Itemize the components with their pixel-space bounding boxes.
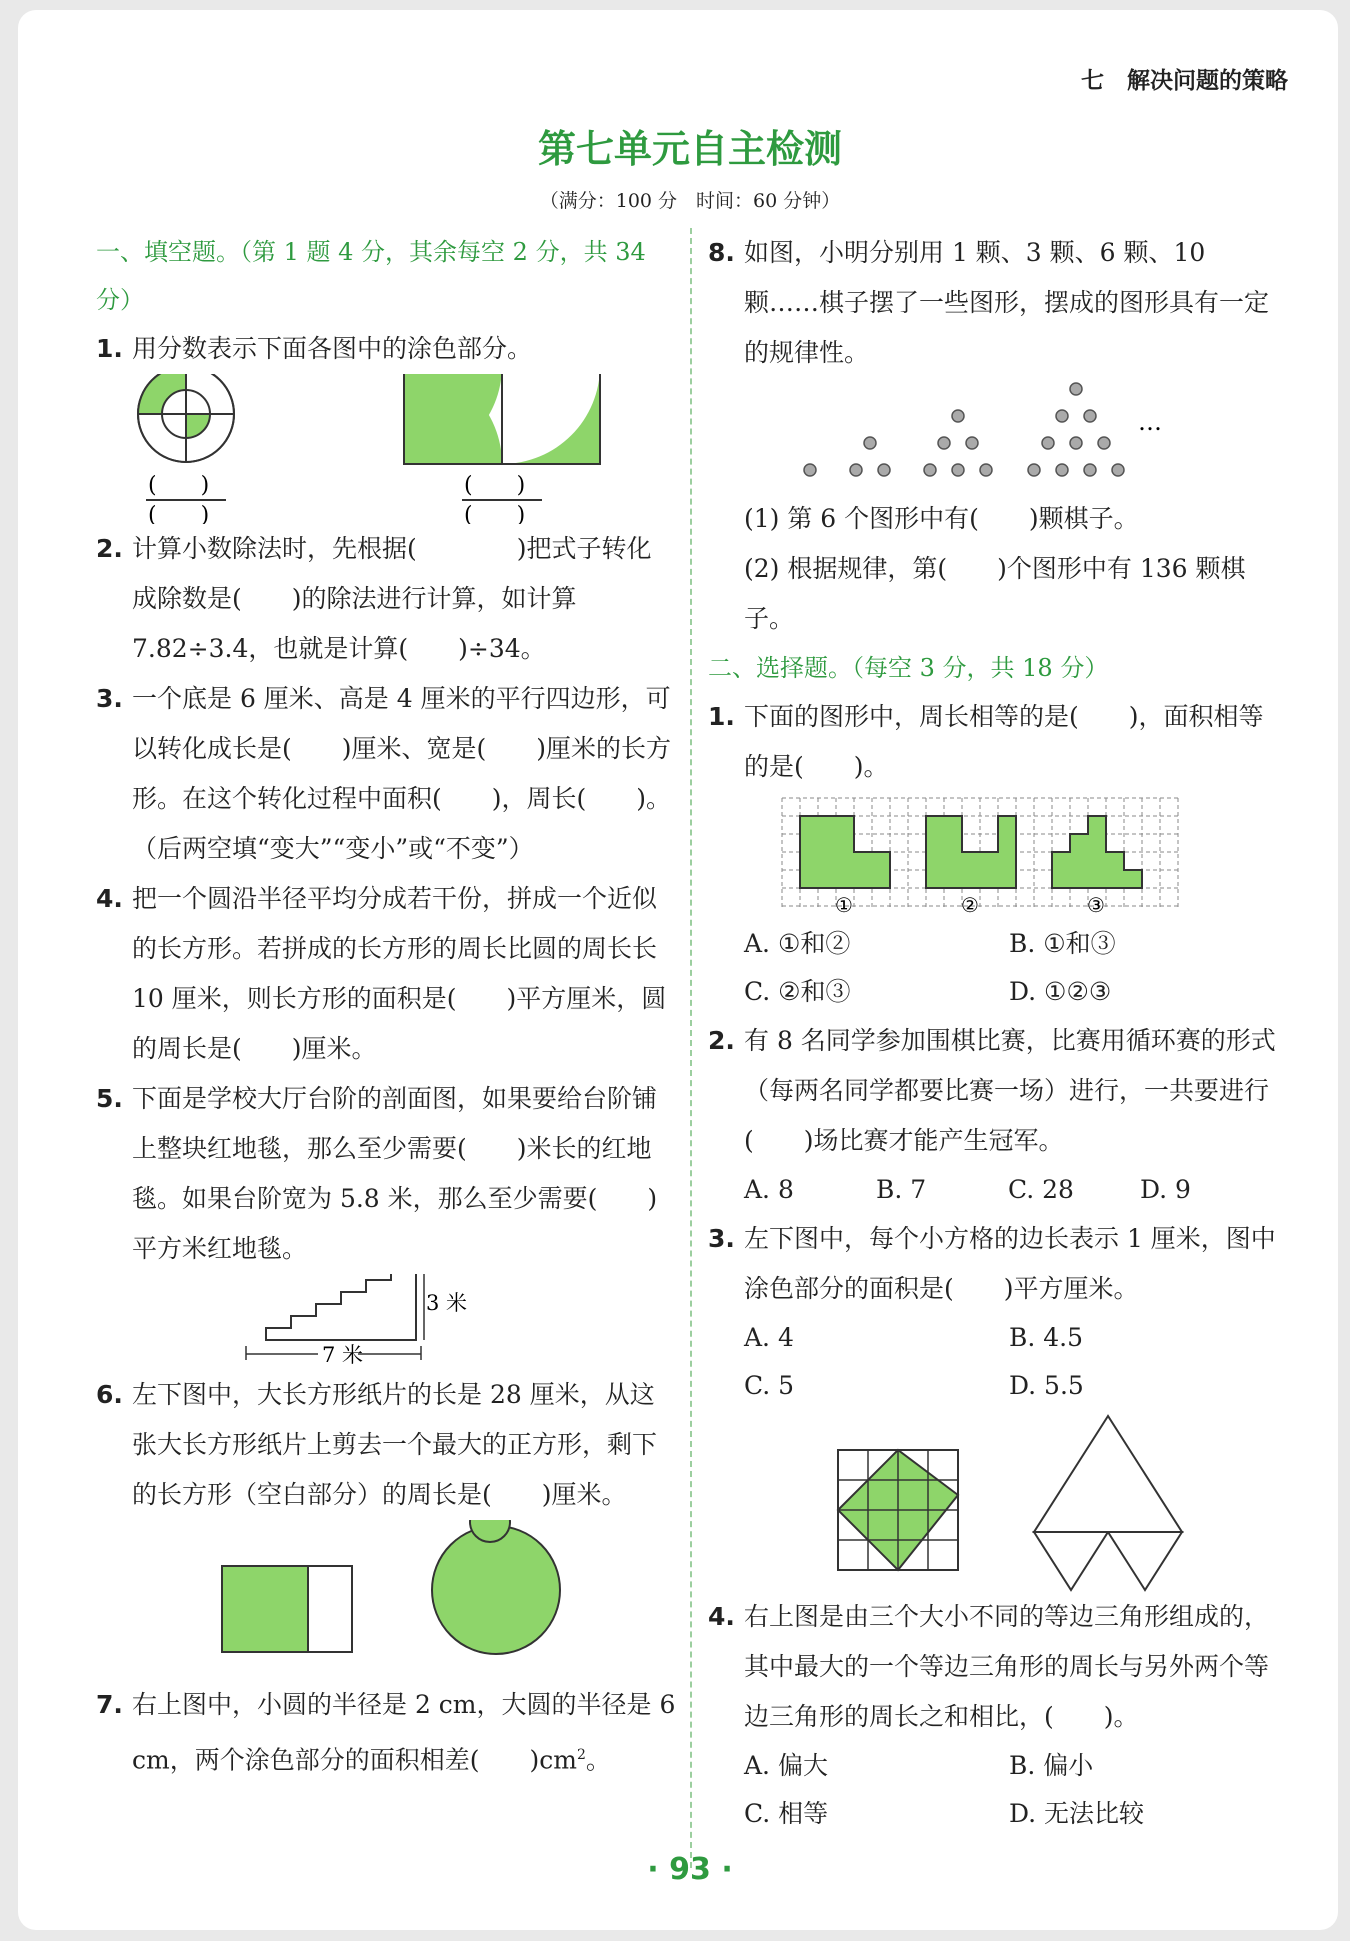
choice-4 (708, 1592, 1288, 1742)
option-d[interactable]: D. 无法比较 (1009, 1799, 1145, 1828)
option-b[interactable]: B. 7 (876, 1175, 927, 1204)
c3-c4-figures (708, 1410, 1288, 1592)
question-number: 8. (708, 238, 735, 267)
c3-grid-figure (838, 1450, 958, 1570)
pattern-ellipsis: … (1138, 408, 1162, 436)
shape-label-1: ① (835, 893, 853, 917)
question-text: 右上图中，小圆的半径是 2 cm，大圆的半径是 6 cm，两个涂色部分的面积相差( )cm (132, 1690, 676, 1775)
question-text: 计算小数除法时，先根据( )把式子转化成除数是( )的除法进行计算，如计算 7.82÷3.4，也就是计算( )÷34。 (132, 534, 652, 663)
question-3 (96, 674, 676, 874)
choice-1 (708, 692, 1288, 792)
big-circle (432, 1526, 560, 1654)
option-b[interactable]: B. 4.5 (1009, 1323, 1084, 1352)
q1-rect-figure (404, 374, 600, 464)
c1-options (708, 920, 1288, 1016)
shape-1 (800, 816, 890, 888)
page-title: 第七单元自主检测 (537, 127, 842, 171)
question-number: 3. (708, 1224, 735, 1253)
question-text: 把一个圆沿半径平均分成若干份，拼成一个近似的长方形。若拼成的长方形的周长比圆的周长长 10 厘米，则长方形的面积是( )平方厘米，圆的周长是( )厘米。 (132, 884, 667, 1063)
column-divider (690, 228, 692, 1868)
question-8 (708, 228, 1288, 378)
shape-label-3: ③ (1087, 893, 1105, 917)
question-7 (96, 1680, 676, 1785)
question-text: 左下图中，大长方形纸片的长是 28 厘米，从这张大长方形纸片上剪去一个最大的正方形，剩下的长方形（空白部分）的周长是( )厘米。 (132, 1380, 658, 1509)
q1-blank-2-bottom: ( ) (464, 503, 526, 524)
section-multiple-choice: 二、选择题。（每空 3 分，共 18 分） (708, 654, 1109, 682)
option-c[interactable]: C. ②和③ (744, 977, 851, 1006)
question-text: 右上图是由三个大小不同的等边三角形组成的，其中最大的一个等边三角形的周长与另外两个等边三角形的周长之和相比，( )。 (744, 1602, 1270, 1731)
q6-q7-figures (96, 1520, 676, 1680)
option-b[interactable]: B. 偏小 (1009, 1751, 1094, 1780)
page-number: · 93 · (647, 1852, 733, 1887)
question-number: 5. (96, 1084, 123, 1113)
question-text: 用分数表示下面各图中的涂色部分。 (132, 334, 533, 363)
question-text: 下面是学校大厅台阶的剖面图，如果要给台阶铺上整块红地毯，那么至少需要( )米长的红地毯。如果台阶宽为 5.8 米，那么至少需要( )平方米红地毯。 (132, 1084, 658, 1263)
chapter-header: 七 解决问题的策略 (1081, 68, 1288, 94)
question-number: 4. (708, 1602, 735, 1631)
page-subtitle: （满分：100 分 时间：60 分钟） (539, 190, 841, 212)
q1-blank-2-top: ( ) (464, 473, 526, 498)
question-2 (96, 524, 676, 674)
question-1 (96, 324, 676, 374)
question-6 (96, 1370, 676, 1520)
question-number: 3. (96, 684, 123, 713)
left-column (96, 228, 676, 1785)
option-a[interactable]: A. 8 (744, 1175, 794, 1204)
stairs-width-label: 7 米 (322, 1343, 364, 1367)
right-column (708, 228, 1288, 1838)
question-text: 一个底是 6 厘米、高是 4 厘米的平行四边形，可以转化成长是( )厘米、宽是( )厘米的长方形。在这个转化过程中面积( )，周长( )。（后两空填“变大”“变小”或“不变”） (132, 684, 672, 863)
remaining-rect (308, 1566, 352, 1652)
q8-part-2: (2) 根据规律，第( )个图形中有 136 颗棋子。 (744, 554, 1246, 633)
dot-patterns (804, 383, 1124, 476)
c2-options (708, 1166, 1288, 1214)
question-number: 1. (96, 334, 123, 363)
question-4 (96, 874, 676, 1074)
option-d[interactable]: D. 9 (1140, 1175, 1191, 1204)
question-number: 4. (96, 884, 123, 913)
question-number: 1. (708, 702, 735, 731)
c3-options (708, 1314, 1288, 1410)
c4-triangle-figure (1034, 1416, 1182, 1590)
option-c[interactable]: C. 5 (744, 1371, 795, 1400)
question-5 (96, 1074, 676, 1274)
q8-dot-pattern-figure (708, 378, 1288, 494)
c1-grid-figure (708, 792, 1288, 920)
question-number: 2. (96, 534, 123, 563)
shape-2 (926, 816, 1016, 888)
option-c[interactable]: C. 28 (1008, 1175, 1074, 1204)
q8-part-1: (1) 第 6 个图形中有( )颗棋子。 (744, 504, 1139, 533)
question-text: 左下图中，每个小方格的边长表示 1 厘米，图中涂色部分的面积是( )平方厘米。 (744, 1224, 1276, 1303)
option-d[interactable]: D. ①②③ (1009, 977, 1112, 1006)
q5-stairs-figure (96, 1274, 676, 1370)
section-fill-blank: 一、填空题。（第 1 题 4 分，其余每空 2 分，共 34 分） (96, 238, 646, 314)
cut-square (222, 1566, 308, 1652)
q1-figures (96, 374, 676, 524)
option-a[interactable]: A. 偏大 (744, 1751, 828, 1780)
q1-blank-1-bottom: ( ) (148, 503, 210, 524)
question-text: 有 8 名同学参加围棋比赛，比赛用循环赛的形式（每两名同学都要比赛一场）进行，一共要进行( )场比赛才能产生冠军。 (744, 1026, 1276, 1155)
question-text: 下面的图形中，周长相等的是( )，面积相等的是( )。 (744, 702, 1264, 781)
q1-blank-1-top: ( ) (148, 473, 210, 498)
q1-target-figure (138, 374, 234, 462)
shape-label-2: ② (961, 893, 979, 917)
c4-options (708, 1742, 1288, 1838)
choice-2 (708, 1016, 1288, 1166)
option-a[interactable]: A. ①和② (744, 929, 851, 958)
option-d[interactable]: D. 5.5 (1009, 1371, 1084, 1400)
option-b[interactable]: B. ①和③ (1009, 929, 1116, 958)
question-text: 如图，小明分别用 1 颗、3 颗、6 颗、10 颗……棋子摆了一些图形，摆成的图形具有一定的规律性。 (744, 238, 1270, 367)
question-text-end: 。 (585, 1745, 611, 1775)
question-number: 6. (96, 1380, 123, 1409)
option-c[interactable]: C. 相等 (744, 1799, 829, 1828)
question-number: 2. (708, 1026, 735, 1055)
q1-svg (96, 374, 676, 524)
question-number: 7. (96, 1690, 123, 1719)
option-a[interactable]: A. 4 (744, 1323, 794, 1352)
superscript: 2 (576, 1747, 586, 1763)
stairs-height-label: 3 米 (426, 1291, 468, 1315)
choice-3 (708, 1214, 1288, 1314)
